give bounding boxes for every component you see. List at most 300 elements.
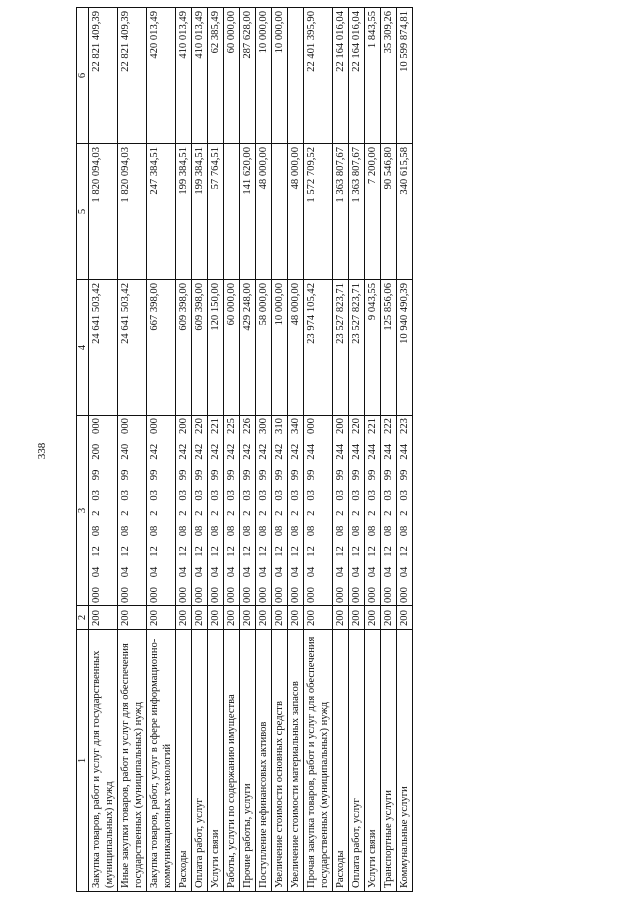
- row-code-cell: 200: [272, 606, 288, 630]
- code-segment: 300: [258, 418, 269, 434]
- remaining-amount-cell: 10 000,00: [256, 8, 272, 144]
- remaining-amount-cell: 22 164 016,04: [333, 8, 349, 144]
- header-cell: 4: [77, 280, 89, 416]
- code-segment: 000: [383, 587, 394, 603]
- code-segment: 000: [91, 587, 102, 603]
- code-segment: 99: [258, 469, 269, 481]
- code-segment: 99: [226, 469, 237, 481]
- classification-code: [289, 418, 302, 603]
- code-segment: 99: [91, 469, 102, 481]
- code-segment: 08: [226, 525, 237, 537]
- code-segment: 000: [226, 587, 237, 603]
- remaining-amount-cell: 420 013,49: [147, 8, 176, 144]
- remaining-amount-cell: 22 164 016,04: [349, 8, 365, 144]
- code-segment: 244: [351, 443, 362, 460]
- code-segment: 2: [210, 510, 221, 516]
- code-segment: 03: [210, 490, 221, 501]
- header-cell: 2: [77, 606, 89, 630]
- classification-code: [177, 418, 190, 603]
- approved-amount-cell: 120 150,00: [208, 280, 224, 416]
- classification-code: [334, 418, 347, 603]
- classification-cell: [256, 416, 272, 606]
- approved-amount-cell: 24 641 503,42: [118, 280, 147, 416]
- header-cell: 1: [77, 630, 89, 892]
- row-name-cell: Увеличение стоимости основных средств: [272, 630, 288, 892]
- table-row: [397, 8, 413, 892]
- classification-code: [119, 418, 132, 603]
- classification-code: [366, 418, 379, 603]
- code-segment: 000: [91, 418, 102, 434]
- code-segment: 04: [290, 566, 301, 578]
- executed-amount-cell: 199 384,51: [192, 144, 208, 280]
- code-segment: 03: [306, 490, 317, 501]
- code-segment: 242: [194, 443, 205, 460]
- executed-amount-cell: [272, 144, 288, 280]
- code-segment: 244: [399, 443, 410, 460]
- code-segment: 000: [149, 418, 160, 434]
- code-segment: 03: [335, 490, 346, 501]
- executed-amount-cell: 247 384,51: [147, 144, 176, 280]
- code-segment: 2: [306, 510, 317, 516]
- code-segment: 12: [335, 546, 346, 557]
- table-row: [89, 8, 118, 892]
- classification-cell: [147, 416, 176, 606]
- code-segment: 226: [242, 418, 253, 434]
- code-segment: 99: [290, 469, 301, 481]
- code-segment: 99: [242, 469, 253, 481]
- code-segment: 242: [274, 443, 285, 460]
- code-segment: 04: [178, 566, 189, 578]
- remaining-amount-cell: 35 309,26: [381, 8, 397, 144]
- code-segment: 220: [194, 418, 205, 434]
- code-segment: 2: [367, 510, 378, 516]
- code-segment: 99: [351, 469, 362, 481]
- classification-cell: [89, 416, 118, 606]
- remaining-amount-cell: 10 000,00: [272, 8, 288, 144]
- code-segment: 2: [226, 510, 237, 516]
- row-code-cell: 200: [240, 606, 256, 630]
- code-segment: 99: [274, 469, 285, 481]
- executed-amount-cell: [224, 144, 240, 280]
- remaining-amount-cell: 1 843,55: [365, 8, 381, 144]
- table-row: [208, 8, 224, 892]
- table-row: [365, 8, 381, 892]
- approved-amount-cell: 125 856,06: [381, 280, 397, 416]
- code-segment: 04: [351, 566, 362, 578]
- code-segment: 08: [194, 525, 205, 537]
- classification-cell: [176, 416, 192, 606]
- code-segment: 000: [149, 587, 160, 603]
- code-segment: 000: [351, 587, 362, 603]
- code-segment: 000: [306, 418, 317, 434]
- code-segment: 04: [367, 566, 378, 578]
- row-code-cell: 200: [381, 606, 397, 630]
- code-segment: 12: [351, 546, 362, 557]
- code-segment: 2: [335, 510, 346, 516]
- executed-amount-cell: 340 615,58: [397, 144, 413, 280]
- approved-amount-cell: 609 398,00: [176, 280, 192, 416]
- executed-amount-cell: 141 620,00: [240, 144, 256, 280]
- row-name-cell: Расходы: [333, 630, 349, 892]
- row-name-cell: Коммунальные услуги: [397, 630, 413, 892]
- code-segment: 2: [178, 510, 189, 516]
- code-segment: 99: [149, 469, 160, 481]
- row-code-cell: 200: [224, 606, 240, 630]
- remaining-amount-cell: 22 821 409,39: [118, 8, 147, 144]
- table-row: [240, 8, 256, 892]
- row-name-cell: Увеличение стоимости материальных запасов: [288, 630, 304, 892]
- header-row: [77, 8, 89, 892]
- executed-amount-cell: 1 820 094,03: [118, 144, 147, 280]
- code-segment: 08: [242, 525, 253, 537]
- classification-cell: [381, 416, 397, 606]
- remaining-amount-cell: 410 013,49: [176, 8, 192, 144]
- code-segment: 244: [335, 443, 346, 460]
- row-code-cell: 200: [89, 606, 118, 630]
- rotated-table-wrapper: [76, 8, 612, 892]
- code-segment: 08: [335, 525, 346, 537]
- table-row: [272, 8, 288, 892]
- header-cell: 5: [77, 144, 89, 280]
- code-segment: 000: [178, 587, 189, 603]
- code-segment: 2: [194, 510, 205, 516]
- code-segment: 08: [258, 525, 269, 537]
- executed-amount-cell: 48 000,00: [256, 144, 272, 280]
- code-segment: 242: [258, 443, 269, 460]
- classification-cell: [333, 416, 349, 606]
- classification-cell: [272, 416, 288, 606]
- executed-amount-cell: 199 384,51: [176, 144, 192, 280]
- table-body: [89, 8, 413, 892]
- code-segment: 99: [194, 469, 205, 481]
- code-segment: 240: [120, 443, 131, 460]
- approved-amount-cell: 24 641 503,42: [89, 280, 118, 416]
- approved-amount-cell: 23 527 823,71: [349, 280, 365, 416]
- approved-amount-cell: 10 000,00: [272, 280, 288, 416]
- code-segment: 2: [242, 510, 253, 516]
- table-row: [349, 8, 365, 892]
- code-segment: 12: [120, 546, 131, 557]
- row-code-cell: 200: [176, 606, 192, 630]
- code-segment: 08: [383, 525, 394, 537]
- table-row: [118, 8, 147, 892]
- code-segment: 12: [226, 546, 237, 557]
- executed-amount-cell: 48 000,00: [288, 144, 304, 280]
- code-segment: 03: [226, 490, 237, 501]
- row-name-cell: Прочие работы, услуги: [240, 630, 256, 892]
- code-segment: 03: [290, 490, 301, 501]
- row-name-cell: Работы, услуги по содержанию имущества: [224, 630, 240, 892]
- code-segment: 2: [290, 510, 301, 516]
- table-row: [381, 8, 397, 892]
- approved-amount-cell: 48 000,00: [288, 280, 304, 416]
- classification-cell: [118, 416, 147, 606]
- code-segment: 08: [91, 525, 102, 537]
- classification-cell: [192, 416, 208, 606]
- code-segment: 12: [149, 546, 160, 557]
- code-segment: 2: [399, 510, 410, 516]
- code-segment: 03: [383, 490, 394, 501]
- executed-amount-cell: 90 546,80: [381, 144, 397, 280]
- code-segment: 08: [367, 525, 378, 537]
- code-segment: 242: [242, 443, 253, 460]
- executed-amount-cell: 1 820 094,03: [89, 144, 118, 280]
- classification-cell: [397, 416, 413, 606]
- row-code-cell: 200: [192, 606, 208, 630]
- table-row: [333, 8, 349, 892]
- row-code-cell: 200: [147, 606, 176, 630]
- row-name-cell: Поступление нефинансовых активов: [256, 630, 272, 892]
- classification-cell: [304, 416, 333, 606]
- code-segment: 08: [274, 525, 285, 537]
- row-name-cell: Прочая закупка товаров, работ и услуг для обеспечения государственных (муниципальных) нужд: [304, 630, 333, 892]
- code-segment: 221: [210, 418, 221, 434]
- code-segment: 310: [274, 418, 285, 434]
- code-segment: 99: [178, 469, 189, 481]
- remaining-amount-cell: 22 821 409,39: [89, 8, 118, 144]
- table-row: [288, 8, 304, 892]
- classification-code: [225, 418, 238, 603]
- approved-amount-cell: 9 043,55: [365, 280, 381, 416]
- code-segment: 03: [242, 490, 253, 501]
- approved-amount-cell: 10 940 490,39: [397, 280, 413, 416]
- code-segment: 03: [120, 490, 131, 501]
- remaining-amount-cell: 410 013,49: [192, 8, 208, 144]
- code-segment: 03: [367, 490, 378, 501]
- remaining-amount-cell: 22 401 395,90: [304, 8, 333, 144]
- classification-cell: [349, 416, 365, 606]
- code-segment: 03: [399, 490, 410, 501]
- code-segment: 2: [274, 510, 285, 516]
- code-segment: 000: [210, 587, 221, 603]
- table-row: [192, 8, 208, 892]
- executed-amount-cell: 1 363 807,67: [349, 144, 365, 280]
- code-segment: 2: [149, 510, 160, 516]
- classification-code: [193, 418, 206, 603]
- code-segment: 99: [383, 469, 394, 481]
- code-segment: 12: [383, 546, 394, 557]
- code-segment: 200: [91, 443, 102, 460]
- code-segment: 12: [210, 546, 221, 557]
- code-segment: 223: [399, 418, 410, 434]
- code-segment: 04: [258, 566, 269, 578]
- page-number: 338: [36, 442, 48, 460]
- code-segment: 08: [210, 525, 221, 537]
- code-segment: 04: [335, 566, 346, 578]
- row-code-cell: 200: [333, 606, 349, 630]
- code-segment: 242: [149, 443, 160, 460]
- code-segment: 03: [351, 490, 362, 501]
- table-row: [256, 8, 272, 892]
- classification-code: [148, 418, 161, 603]
- row-code-cell: 200: [397, 606, 413, 630]
- header-cell: 3: [77, 416, 89, 606]
- row-name-cell: Услуги связи: [208, 630, 224, 892]
- code-segment: 242: [178, 443, 189, 460]
- code-segment: 99: [210, 469, 221, 481]
- code-segment: 99: [120, 469, 131, 481]
- budget-table: [76, 7, 413, 892]
- code-segment: 12: [194, 546, 205, 557]
- row-code-cell: 200: [256, 606, 272, 630]
- code-segment: 04: [242, 566, 253, 578]
- code-segment: 04: [306, 566, 317, 578]
- table-row: [176, 8, 192, 892]
- code-segment: 99: [367, 469, 378, 481]
- code-segment: 242: [210, 443, 221, 460]
- code-segment: 12: [290, 546, 301, 557]
- code-segment: 08: [306, 525, 317, 537]
- classification-code: [398, 418, 411, 603]
- code-segment: 000: [258, 587, 269, 603]
- code-segment: 04: [383, 566, 394, 578]
- row-code-cell: 200: [365, 606, 381, 630]
- code-segment: 03: [178, 490, 189, 501]
- code-segment: 340: [290, 418, 301, 434]
- code-segment: 12: [178, 546, 189, 557]
- code-segment: 12: [91, 546, 102, 557]
- approved-amount-cell: 23 974 105,42: [304, 280, 333, 416]
- code-segment: 04: [210, 566, 221, 578]
- code-segment: 04: [274, 566, 285, 578]
- remaining-amount-cell: 60 000,00: [224, 8, 240, 144]
- code-segment: 12: [367, 546, 378, 557]
- code-segment: 08: [178, 525, 189, 537]
- code-segment: 03: [258, 490, 269, 501]
- code-segment: 225: [226, 418, 237, 434]
- code-segment: 04: [194, 566, 205, 578]
- code-segment: 220: [351, 418, 362, 434]
- row-code-cell: 200: [349, 606, 365, 630]
- classification-code: [382, 418, 395, 603]
- code-segment: 04: [399, 566, 410, 578]
- approved-amount-cell: 23 527 823,71: [333, 280, 349, 416]
- code-segment: 08: [351, 525, 362, 537]
- row-name-cell: Расходы: [176, 630, 192, 892]
- code-segment: 03: [274, 490, 285, 501]
- code-segment: 08: [399, 525, 410, 537]
- classification-cell: [224, 416, 240, 606]
- executed-amount-cell: 1 572 709,52: [304, 144, 333, 280]
- approved-amount-cell: 667 398,00: [147, 280, 176, 416]
- code-segment: 04: [120, 566, 131, 578]
- remaining-amount-cell: [288, 8, 304, 144]
- classification-code: [257, 418, 270, 603]
- row-name-cell: Оплата работ, услуг: [192, 630, 208, 892]
- code-segment: 2: [383, 510, 394, 516]
- code-segment: 04: [149, 566, 160, 578]
- executed-amount-cell: 7 200,00: [365, 144, 381, 280]
- approved-amount-cell: 429 248,00: [240, 280, 256, 416]
- code-segment: 242: [290, 443, 301, 460]
- code-segment: 99: [306, 469, 317, 481]
- row-code-cell: 200: [208, 606, 224, 630]
- classification-cell: [240, 416, 256, 606]
- approved-amount-cell: 60 000,00: [224, 280, 240, 416]
- executed-amount-cell: 1 363 807,67: [333, 144, 349, 280]
- code-segment: 242: [226, 443, 237, 460]
- code-segment: 000: [399, 587, 410, 603]
- classification-cell: [208, 416, 224, 606]
- code-segment: 08: [290, 525, 301, 537]
- code-segment: 000: [335, 587, 346, 603]
- row-name-cell: Транспортные услуги: [381, 630, 397, 892]
- code-segment: 04: [91, 566, 102, 578]
- row-name-cell: Закупка товаров, работ и услуг для государственных (муниципальных) нужд: [89, 630, 118, 892]
- code-segment: 2: [258, 510, 269, 516]
- code-segment: 222: [383, 418, 394, 434]
- code-segment: 2: [91, 510, 102, 516]
- classification-code: [241, 418, 254, 603]
- code-segment: 200: [178, 418, 189, 434]
- code-segment: 12: [258, 546, 269, 557]
- code-segment: 000: [194, 587, 205, 603]
- code-segment: 000: [306, 587, 317, 603]
- classification-cell: [365, 416, 381, 606]
- row-name-cell: Закупка товаров, работ, услуг в сфере информационно-коммуникационных технологий: [147, 630, 176, 892]
- code-segment: 04: [226, 566, 237, 578]
- classification-code: [273, 418, 286, 603]
- code-segment: 000: [290, 587, 301, 603]
- classification-code: [350, 418, 363, 603]
- remaining-amount-cell: 62 385,49: [208, 8, 224, 144]
- table-row: [147, 8, 176, 892]
- row-code-cell: 200: [288, 606, 304, 630]
- table-row: [224, 8, 240, 892]
- code-segment: 08: [120, 525, 131, 537]
- code-segment: 2: [120, 510, 131, 516]
- code-segment: 03: [149, 490, 160, 501]
- classification-code: [90, 418, 103, 603]
- code-segment: 000: [242, 587, 253, 603]
- code-segment: 12: [274, 546, 285, 557]
- classification-code: [209, 418, 222, 603]
- row-code-cell: 200: [304, 606, 333, 630]
- code-segment: 000: [274, 587, 285, 603]
- code-segment: 99: [399, 469, 410, 481]
- code-segment: 08: [149, 525, 160, 537]
- code-segment: 12: [242, 546, 253, 557]
- code-segment: 244: [383, 443, 394, 460]
- classification-cell: [288, 416, 304, 606]
- row-name-cell: Иные закупки товаров, работ и услуг для обеспечения государственных (муниципальных) нужд: [118, 630, 147, 892]
- row-name-cell: Оплата работ, услуг: [349, 630, 365, 892]
- code-segment: 2: [351, 510, 362, 516]
- code-segment: 000: [120, 587, 131, 603]
- code-segment: 000: [367, 587, 378, 603]
- row-name-cell: Услуги связи: [365, 630, 381, 892]
- code-segment: 03: [194, 490, 205, 501]
- row-code-cell: 200: [118, 606, 147, 630]
- executed-amount-cell: 57 764,51: [208, 144, 224, 280]
- classification-code: [305, 418, 318, 603]
- code-segment: 03: [91, 490, 102, 501]
- approved-amount-cell: 58 000,00: [256, 280, 272, 416]
- code-segment: 99: [335, 469, 346, 481]
- code-segment: 221: [367, 418, 378, 434]
- code-segment: 12: [399, 546, 410, 557]
- remaining-amount-cell: 10 599 874,81: [397, 8, 413, 144]
- table-row: [304, 8, 333, 892]
- code-segment: 000: [120, 418, 131, 434]
- header-cell: 6: [77, 8, 89, 144]
- code-segment: 200: [335, 418, 346, 434]
- code-segment: 244: [367, 443, 378, 460]
- remaining-amount-cell: 287 628,00: [240, 8, 256, 144]
- approved-amount-cell: 609 398,00: [192, 280, 208, 416]
- code-segment: 12: [306, 546, 317, 557]
- code-segment: 244: [306, 443, 317, 460]
